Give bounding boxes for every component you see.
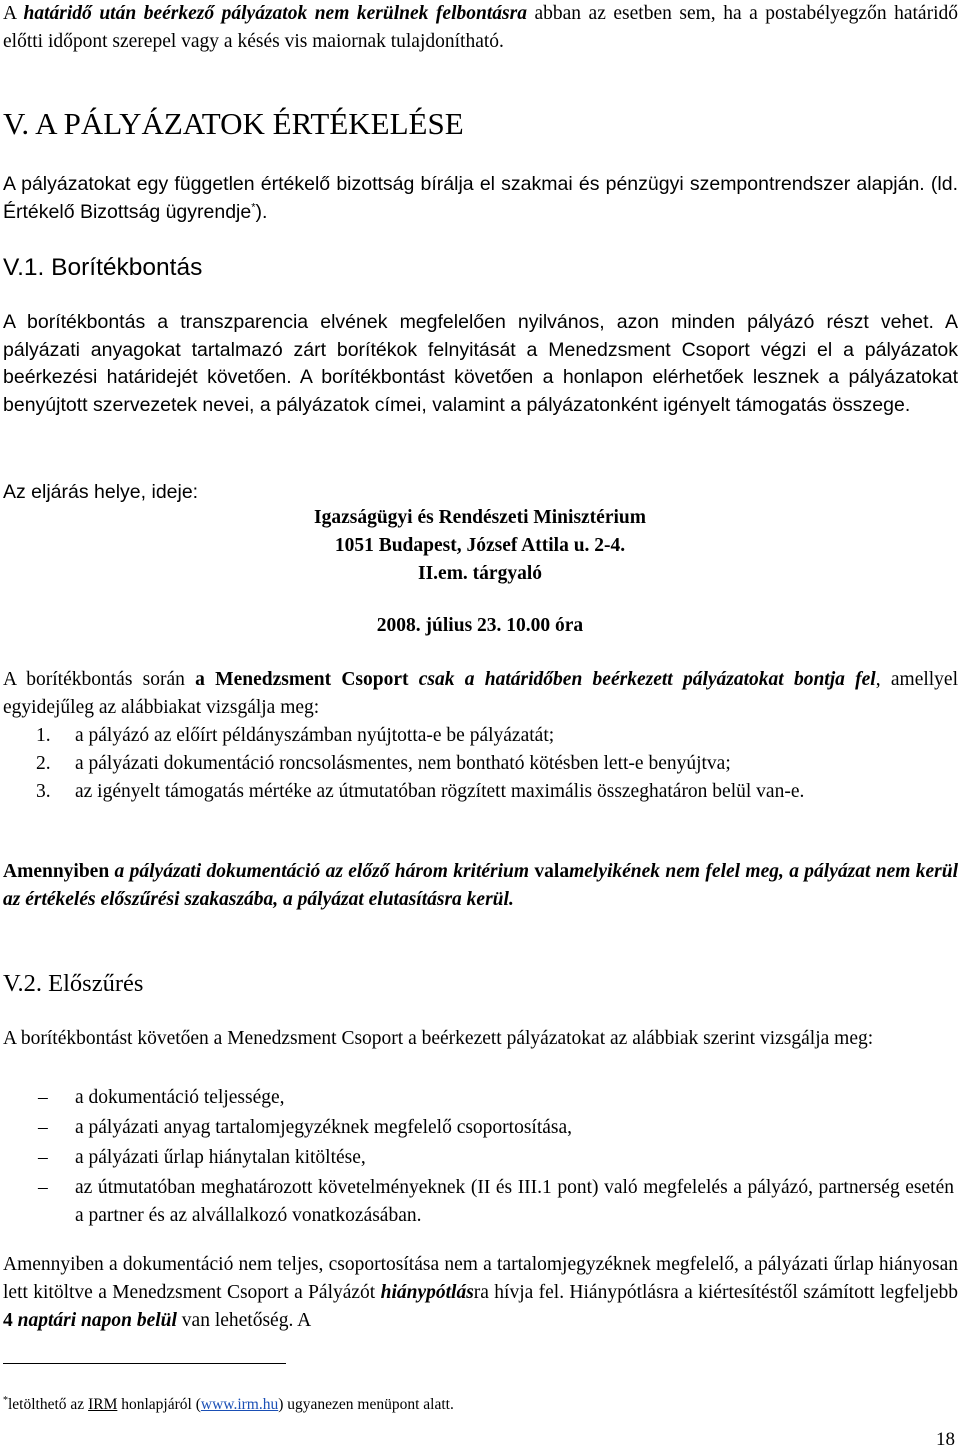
list-item	[3, 1114, 958, 1142]
list-item-text: a pályázati anyag tartalomjegyzéknek megfelelő csoportosítása,	[75, 1117, 573, 1138]
dash-bullet: –	[38, 1147, 48, 1168]
list-item	[3, 778, 958, 806]
section-v1-title: V.1. Borítékbontás	[3, 254, 203, 281]
footnote-divider	[3, 1363, 286, 1364]
intro-emphasis: határidő után beérkező pályázatok nem kerülnek felbontásra	[23, 3, 527, 24]
deficiency-paragraph	[3, 1251, 958, 1335]
irm-website-link[interactable]: www.irm.hu	[200, 1395, 279, 1413]
opening-paragraph	[3, 666, 958, 722]
section-v-title: V. A PÁLYÁZATOK ÉRTÉKELÉSE	[3, 106, 464, 141]
section-v-paragraph	[3, 170, 958, 226]
dash-bullet: –	[38, 1117, 48, 1138]
rejection-bold-2: vala	[534, 861, 570, 882]
location-label: Az eljárás helye, ideje:	[3, 481, 199, 503]
venue-address: 1051 Budapest, József Attila u. 2-4.	[334, 535, 626, 556]
check-list	[3, 1084, 958, 1230]
venue-name: Igazságügyi és Rendészeti Minisztérium	[314, 507, 646, 528]
intro-text-rest: abban az esetben sem, ha a postabélyegzőn határidő előtti időpont szerepel vagy a késés vis maiornak tulajdonítható.	[3, 3, 958, 52]
venue-room: II.em. tárgyaló	[417, 563, 543, 584]
section-v-text: A pályázatokat egy független értékelő bizottság bírálja el szakmai és pénzügyi szempontrendszer alapján. (ld. Értékelő Bizottság ügyrendje	[3, 173, 958, 223]
deadline-emphasis: naptári napon belül	[17, 1310, 177, 1331]
opening-datetime: 2008. július 23. 10.00 óra	[376, 615, 584, 636]
list-item-text: a pályázati űrlap hiánytalan kitöltése,	[75, 1147, 366, 1168]
list-number: 1.	[36, 725, 51, 746]
list-item-text: az útmutatóban meghatározott követelményeknek (II és III.1 pont) való megfelelés a pályázó, partnerség esetén a partner és az alvállalkozó vonatkozásában.	[75, 1177, 954, 1226]
list-item	[3, 750, 958, 778]
deficiency-emphasis: hiánypótlás	[380, 1282, 474, 1303]
section-v2-title: V.2. Előszűrés	[3, 970, 144, 997]
section-v-text-end: ).	[255, 201, 268, 223]
opening-emphasis: csak a határidőben beérkezett pályázatokat bontja fel	[418, 669, 876, 690]
intro-text-start: A	[3, 3, 24, 24]
footnote-text: letölthető az	[8, 1395, 89, 1413]
rejection-emphasis: a pályázati dokumentáció az előző három kritérium	[109, 861, 535, 882]
rejection-bold: Amennyiben	[3, 861, 110, 882]
opening-bold: a Menedzsment Csoport	[195, 669, 409, 690]
list-item-text: az igényelt támogatás mértéke az útmutatóban rögzített maximális összeghatáron belül van-e.	[75, 781, 805, 802]
footnote-irm: IRM	[88, 1395, 118, 1413]
deficiency-text: Amennyiben a dokumentáció nem teljes, csoportosítása nem a tartalomjegyzéknek megfelelő, a pályázati űrlap hiányosan lett kitöltve a Menedzsment Csoport a Pályázót	[3, 1254, 958, 1303]
deadline-days: 4	[3, 1310, 13, 1331]
deficiency-text-2: ra hívja fel. Hiánypótlásra a kiértesítéstől számított legfeljebb	[473, 1282, 958, 1303]
deficiency-text-end: van lehetőség. A	[176, 1310, 312, 1331]
section-v1-paragraph: A borítékbontás a transzparencia elvének megfelelően nyilvános, azon minden pályázó részt vehet. A pályázati anyagokat tartalmazó zárt borítékok felnyitását a Menedzsment Csoport végzi el a pályázatok beérkezési határidejét követően. A borítékbontást követően a honlapon elérhetőek lesznek a pályázatokat benyújtott szervezetek nevei, a pályázatok címei, valamint a pályázatonként igényelt támogatás összege.	[3, 311, 958, 416]
list-number: 2.	[36, 753, 51, 774]
list-item	[3, 1174, 958, 1230]
page-number: 18	[936, 1429, 955, 1450]
footnote-text-end: ) ugyanezen menüpont alatt.	[278, 1395, 454, 1413]
list-item-text: a pályázati dokumentáció roncsolásmentes, nem bontható kötésben lett-e benyújtva;	[75, 753, 731, 774]
section-v2-paragraph: A borítékbontást követően a Menedzsment Csoport a beérkezett pályázatokat az alábbiak szerint vizsgálja meg:	[3, 1028, 874, 1049]
opening-space	[409, 669, 419, 690]
list-item-text: a dokumentáció teljessége,	[75, 1087, 285, 1108]
rejection-emphasis-2: melyikének nem felel meg, a pályázat nem kerül az értékelés előszűrési szakaszába, a pályázat elutasításra kerül.	[3, 861, 958, 910]
list-item-text: a pályázó az előírt példányszámban nyújtotta-e be pályázatát;	[75, 725, 555, 746]
list-item	[3, 1084, 958, 1112]
list-item	[3, 1144, 958, 1172]
footnote	[3, 1391, 454, 1415]
footnote-marker: *	[3, 1394, 8, 1406]
intro-paragraph	[3, 0, 958, 56]
dash-bullet: –	[38, 1177, 48, 1198]
opening-text-end: , amellyel egyidejűleg az alábbiakat vizsgálja meg:	[3, 669, 959, 718]
footnote-text-2: honlapjáról (	[117, 1395, 201, 1413]
rejection-notice	[3, 858, 958, 914]
opening-text: A borítékbontás során	[3, 669, 196, 690]
criteria-list	[3, 722, 958, 806]
list-number: 3.	[36, 781, 51, 802]
dash-bullet: –	[38, 1087, 48, 1108]
list-item	[3, 722, 958, 750]
footnote-ref[interactable]: *	[251, 201, 256, 214]
